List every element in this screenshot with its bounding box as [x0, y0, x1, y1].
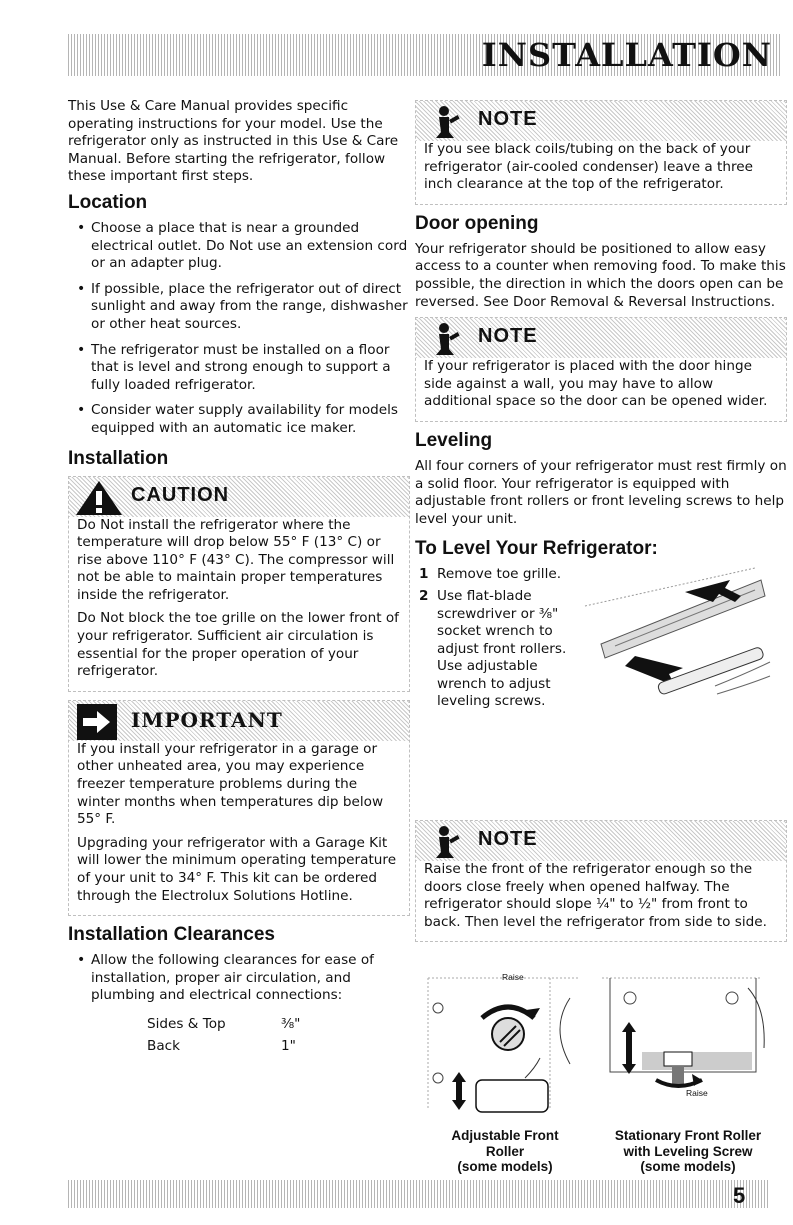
location-list — [68, 220, 410, 438]
step-number: 1 — [419, 566, 429, 583]
leveling-text: All four corners of your refrigerator must rest firmly on a solid floor. Your refrigerator is equipped with adjustable front rollers or front leveling screws to help level your unit. — [415, 457, 787, 527]
note-label: NOTE — [478, 325, 538, 348]
list-item: • If possible, place the refrigerator out of direct sunlight and away from the range, dishwasher or other heat sources. — [91, 281, 410, 334]
important-paragraph: If you install your refrigerator in a garage or other unheated area, you may experience freezer temperature problems during the winter months when temperatures dip below 55° F. — [77, 740, 384, 828]
adjustable-roller-illustration — [420, 968, 590, 1113]
clearance-value: ⅜" — [281, 1015, 301, 1032]
important-label: IMPORTANT — [131, 707, 283, 732]
note-label: NOTE — [478, 108, 538, 130]
list-item: • The refrigerator must be installed on a floor that is level and strong enough to support a fully loaded refrigerator. — [91, 342, 410, 395]
location-heading: Location — [68, 191, 148, 213]
caution-box — [68, 476, 410, 692]
clearance-label: Back — [147, 1037, 181, 1054]
caution-label: CAUTION — [131, 483, 230, 506]
intro-paragraph: This Use & Care Manual provides specific operating instructions for your model. Use the refrigerator only as instructed in this Use & Care Manual. Before starting the refrigerator, follow these important first steps. — [68, 98, 399, 185]
step-number: 2 — [419, 587, 429, 604]
important-header — [69, 701, 409, 741]
warning-icon — [75, 480, 123, 516]
caution-header — [69, 477, 409, 517]
clearance-row — [68, 1035, 410, 1057]
step-item — [415, 588, 567, 711]
left-column — [68, 98, 410, 1057]
clearances-list — [68, 952, 410, 1005]
list-item: • Consider water supply availability for models equipped with an automatic ice maker. — [91, 402, 410, 437]
note-box — [415, 317, 787, 422]
step-text: Remove toe grille. — [437, 566, 562, 583]
caution-paragraph: Do Not install the refrigerator where the temperature will drop below 55° F (13° C) or rise above 110° F (43° C). The compressor will not be able to maintain proper temperatures inside the refrigerator. — [77, 516, 395, 603]
figure-caption-right: Stationary Front Roller with Leveling Screw (some models) — [614, 1128, 762, 1174]
section-title: INSTALLATION — [481, 36, 772, 74]
arrow-right-icon — [77, 704, 117, 740]
list-item: • Choose a place that is near a grounded electrical outlet. Do Not use an extension cord or an adapter plug. — [91, 220, 410, 273]
clearance-row — [68, 1013, 410, 1035]
raise-label-left: Raise — [502, 972, 524, 982]
important-box — [68, 700, 410, 916]
page-number: 5 — [733, 1183, 746, 1208]
header-banner — [68, 34, 782, 76]
note-label: NOTE — [478, 828, 538, 850]
door-opening-text: Your refrigerator should be positioned to allow easy access to a counter when removing food. To make this possible, the direction in which the doors open can be reversed. See Door Removal & Reversal Instructions. — [415, 240, 786, 310]
installation-heading: Installation — [68, 447, 169, 469]
list-item: • Allow the following clearances for ease of installation, proper air circulation, and plumbing and electrical connections: — [91, 952, 410, 1005]
note-box — [415, 820, 787, 942]
note-icon — [432, 824, 462, 860]
to-level-heading: To Level Your Refrigerator: — [415, 538, 658, 560]
raise-label-right: Raise — [686, 1088, 708, 1098]
step-item — [415, 566, 567, 584]
important-paragraph: Upgrading your refrigerator with a Garage Kit will lower the minimum operating temperature of your unit to 34° F. This kit can be ordered through the Electrolux Solutions Hotline. — [77, 834, 397, 904]
steps-area — [415, 566, 787, 744]
figure-caption-left: Adjustable Front Roller (some models) — [451, 1128, 559, 1174]
note-text: If you see black coils/tubing on the back of your refrigerator (air-cooled condenser) leave a three inch clearance at the top of the refrigerator. — [424, 141, 753, 193]
step-text: Use flat-blade screwdriver or ⅜" socket wrench to adjust front rollers. Use adjustable wrench to adjust leveling screws. — [437, 587, 567, 710]
note-header — [416, 318, 786, 358]
leveling-heading: Leveling — [415, 429, 493, 451]
note-icon — [432, 321, 462, 357]
note-icon — [432, 104, 462, 140]
stationary-roller-illustration — [598, 968, 768, 1113]
door-opening-heading: Door opening — [415, 212, 539, 234]
clearance-value: 1" — [281, 1037, 296, 1054]
note-text: Raise the front of the refrigerator enough so the doors close freely when opened halfway. The refrigerator should slope ¼" to ½" from front to back. Then level the refrigerator from side to side. — [424, 861, 767, 930]
clearances-heading: Installation Clearances — [68, 924, 275, 946]
right-column — [415, 98, 787, 744]
leveling-steps — [415, 566, 787, 711]
clearance-label: Sides & Top — [147, 1015, 226, 1032]
note-text: If your refrigerator is placed with the door hinge side against a wall, you may have to allow additional space so the door can be opened wider. — [424, 358, 768, 410]
note-box — [415, 100, 787, 205]
caution-paragraph: Do Not block the toe grille on the lower front of your refrigerator. Sufficient air circulation is essential for the proper operation of your refrigerator. — [77, 610, 399, 680]
footer-bar — [68, 1180, 770, 1208]
note-header — [416, 101, 786, 141]
note-header — [416, 821, 786, 861]
